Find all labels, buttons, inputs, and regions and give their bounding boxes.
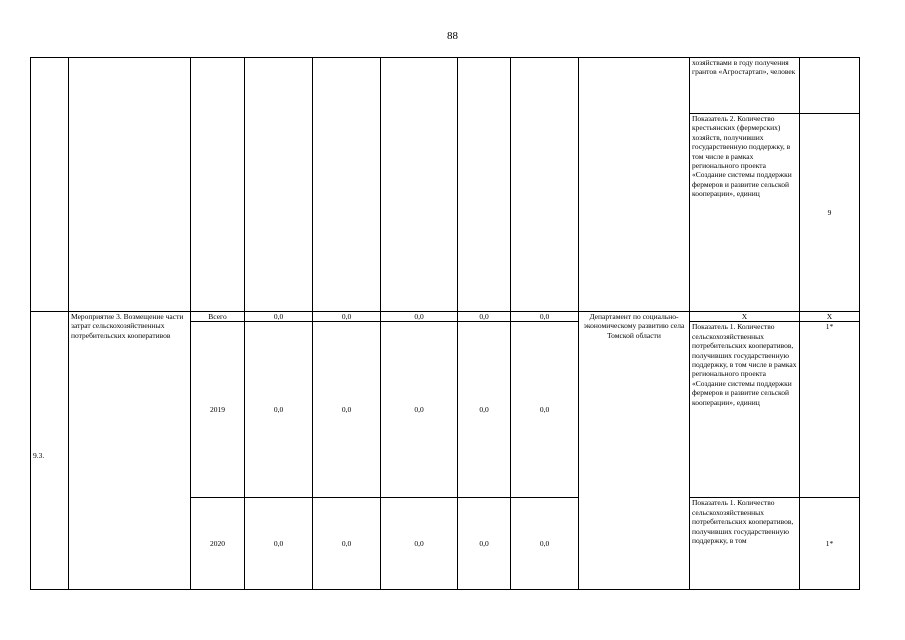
program-table	[30, 57, 860, 590]
value-2020: 0,0	[511, 498, 579, 590]
indicator-2019: Показатель 1. Количество сельскохозяйственных потребительских кооперативов, получивших государственную поддержку, в том числе в рамках регионального проекта «Создание системы поддержки фермеров и развитие сельской кооперации», единиц	[690, 322, 800, 498]
measure-title: Мероприятие 3. Возмещение части затрат сельскохозяйственных потребительских кооперативов	[69, 312, 191, 590]
value-2020: 0,0	[458, 498, 511, 590]
executor-text: Департамент по социально-экономическому развитию села Томской области	[583, 312, 685, 340]
indicator-2020: Показатель 1. Количество сельскохозяйственных потребительских кооперативов, получивших государственную поддержку, в том	[690, 498, 800, 590]
cell-empty	[31, 58, 69, 312]
total-value: 0,0	[458, 312, 511, 322]
cell-empty	[511, 58, 579, 312]
value-2020: 0,0	[313, 498, 381, 590]
cell-empty	[191, 58, 245, 312]
indicator-value-2019: 1*	[800, 322, 860, 498]
indicator-2: Показатель 2. Количество крестьянских (фермерских) хозяйств, получивших государственную поддержку, в том числе в рамках регионального проекта «Создание системы поддержки фермеров и развитие сельской кооперации», единиц	[690, 114, 800, 312]
cell-empty	[579, 58, 690, 312]
total-label: Всего	[191, 312, 245, 322]
value-2019: 0,0	[458, 322, 511, 498]
total-value: 0,0	[511, 312, 579, 322]
cell-empty	[245, 58, 313, 312]
cell-empty	[381, 58, 458, 312]
total-value: 0,0	[313, 312, 381, 322]
indicator-2-value: 9	[800, 114, 860, 312]
year-2020: 2020	[191, 498, 245, 590]
value-2019: 0,0	[313, 322, 381, 498]
total-indicator: X	[690, 312, 800, 322]
executor	[579, 312, 690, 590]
cell-empty	[800, 58, 860, 114]
indicator-continuation: хозяйствами в году получения грантов «Агростартап», человек	[690, 58, 800, 114]
cell-empty	[458, 58, 511, 312]
measure-number: 9.3.	[33, 451, 45, 460]
value-2020: 0,0	[381, 498, 458, 590]
indicator-value-2020: 1*	[800, 498, 860, 590]
measure-number-cell	[31, 312, 69, 590]
value-2019: 0,0	[245, 322, 313, 498]
page-number: 88	[447, 30, 458, 42]
year-2019: 2019	[191, 322, 245, 498]
total-value: 0,0	[245, 312, 313, 322]
cell-empty	[69, 58, 191, 312]
value-2020: 0,0	[245, 498, 313, 590]
value-2019: 0,0	[381, 322, 458, 498]
value-2019: 0,0	[511, 322, 579, 498]
total-value: 0,0	[381, 312, 458, 322]
total-indicator-value: X	[800, 312, 860, 322]
cell-empty	[313, 58, 381, 312]
